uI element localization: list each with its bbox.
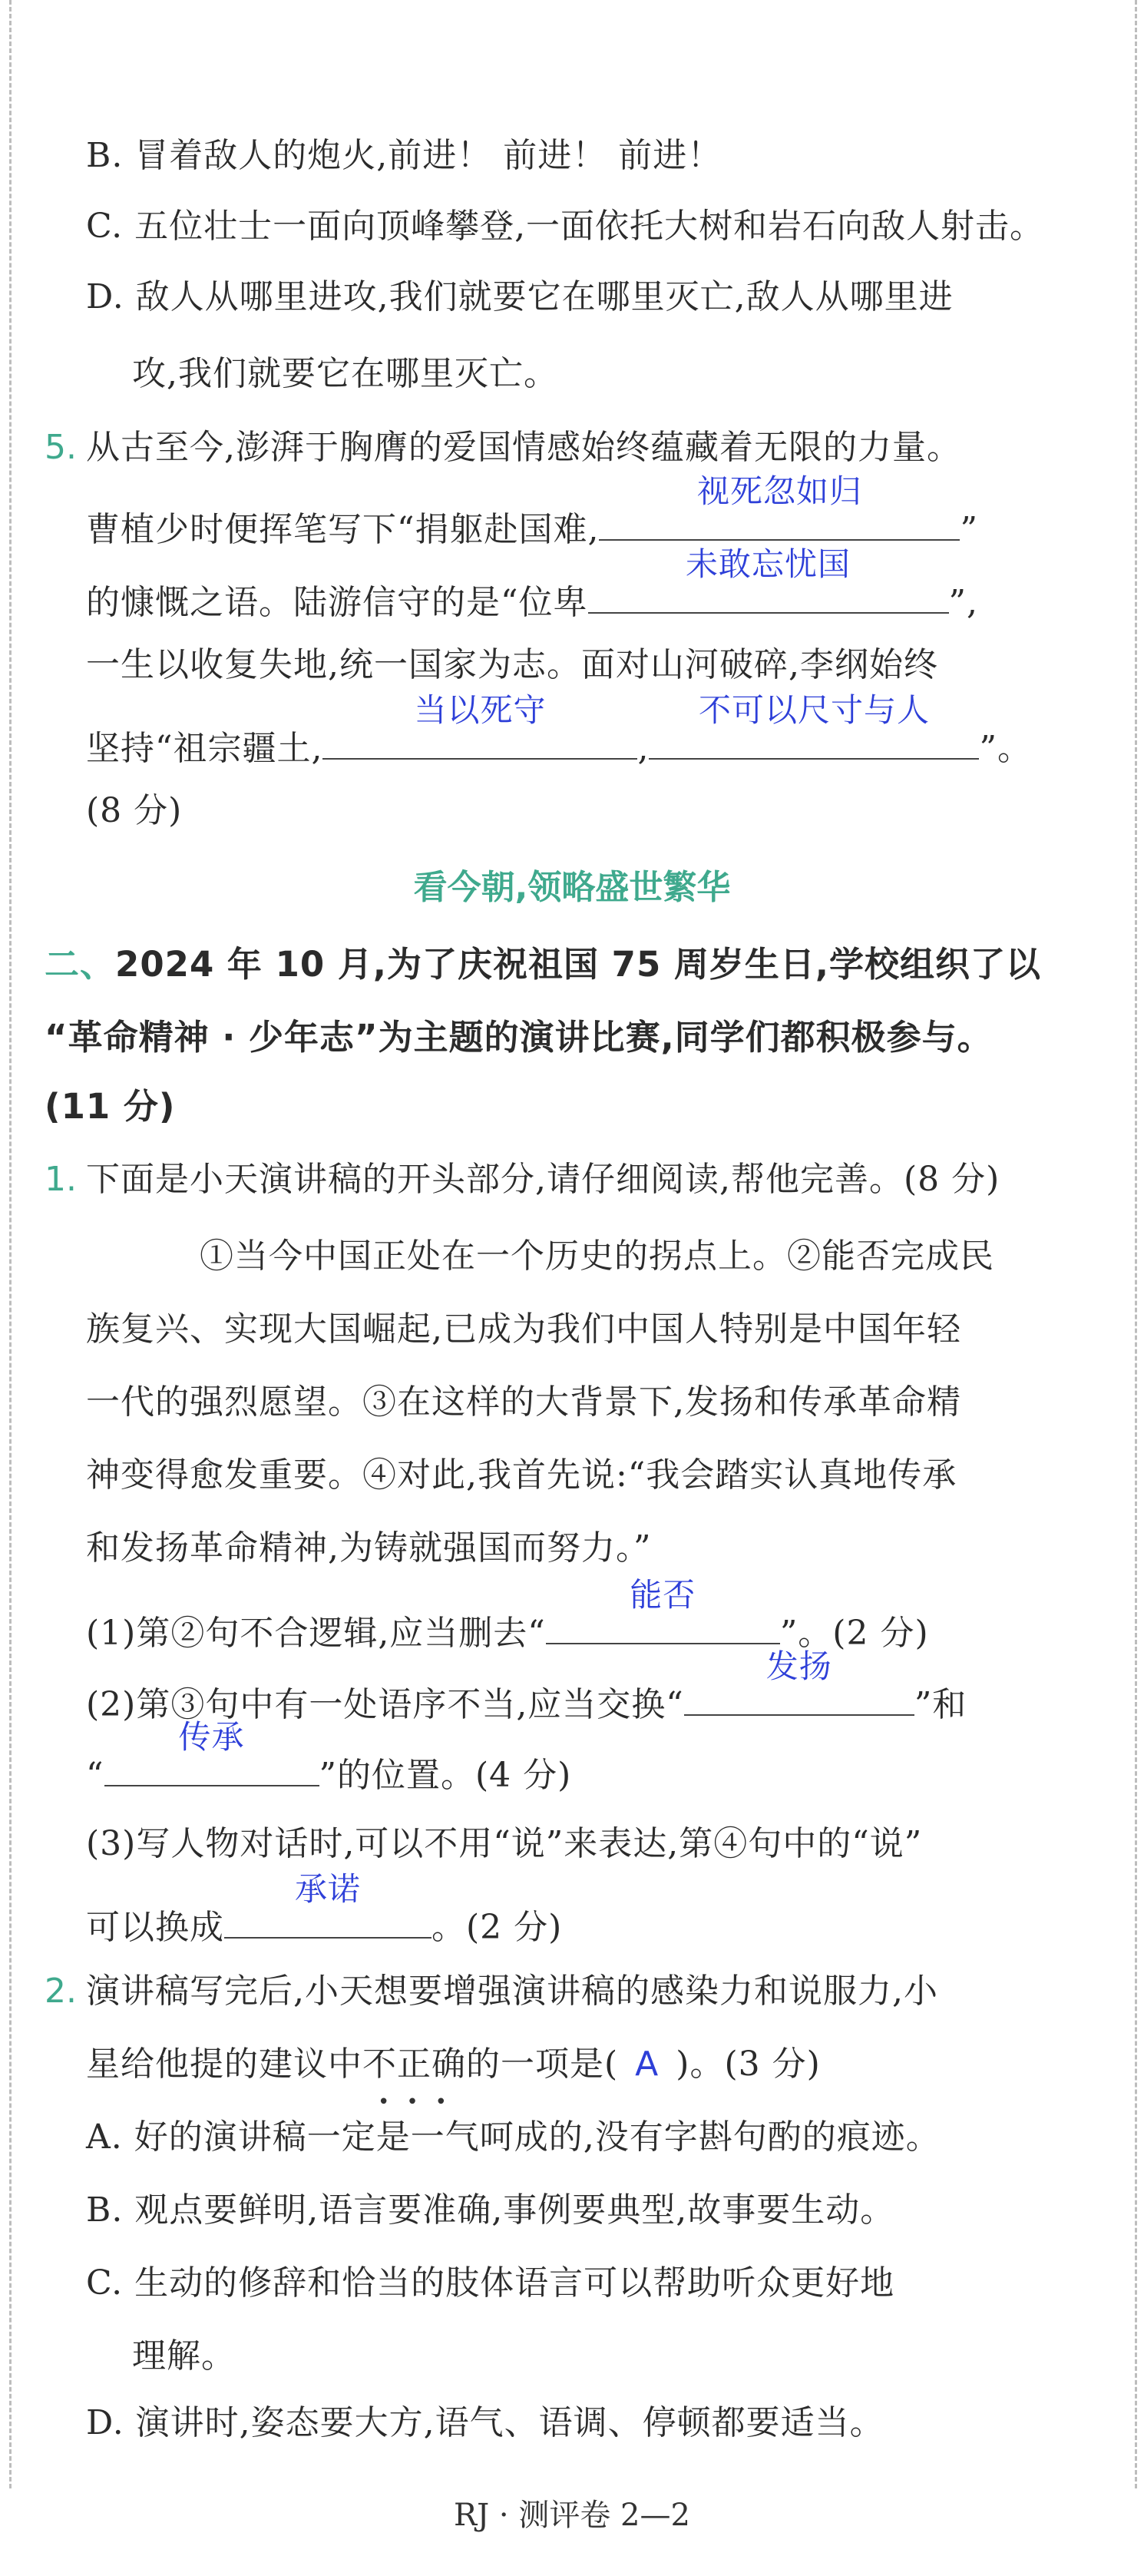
q1-sub2b-end: ”的位置。(4 分)	[319, 1756, 572, 1795]
q5-line3	[86, 545, 978, 640]
q5-blank-2	[588, 545, 949, 614]
q2-option-b: B. 观点要鲜明,语言要准确,事例要典型,故事要生动。	[86, 2190, 895, 2230]
q1-sub2-answer-1: 发扬	[765, 1647, 832, 1685]
q5-line1: 从古至今,澎湃于胸膺的爱国情感始终蕴藏着无限的力量。	[86, 428, 961, 467]
q4-option-c: C. 五位壮士一面向顶峰攀登,一面依托大树和岩石向敌人射击。	[86, 207, 1045, 246]
q1-sub2-blank-2	[104, 1718, 319, 1786]
q1-stem: 下面是小天演讲稿的开头部分,请仔细阅读,帮他完善。(8 分)	[86, 1160, 1000, 1199]
q1-sub2-blank-1	[684, 1647, 914, 1716]
q2-option-d: D. 演讲时,姿态要大方,语气、语调、停顿都要适当。	[86, 2403, 884, 2442]
q1-sub3-line2	[86, 1870, 563, 1965]
q2-option-a: A. 好的演讲稿一定是一气呵成的,没有字斟句酌的痕迹。	[86, 2117, 941, 2157]
q1-sub1-blank	[546, 1576, 780, 1644]
q2-option-c-line2: 理解。	[132, 2336, 236, 2376]
q1-passage-line2: 族复兴、实现大国崛起,已成为我们中国人特别是中国年轻	[86, 1310, 961, 1349]
q5-line4: 一生以收复失地,统一国家为志。面对山河破碎,李纲始终	[86, 645, 938, 684]
part2-label: 二、	[45, 944, 116, 985]
q5-number: 5.	[45, 428, 77, 467]
q5-blank-1	[599, 472, 960, 541]
q2-option-c-line1: C. 生动的修辞和恰当的肢体语言可以帮助听众更好地	[86, 2263, 895, 2303]
q1-sub2-end: ”和	[914, 1685, 967, 1724]
q5-score: (8 分)	[86, 791, 183, 830]
q2-answer: A	[635, 2045, 660, 2084]
q1-sub3-blank	[224, 1870, 431, 1939]
q5-blank-4	[649, 691, 979, 760]
q5-answer-3: 当以死守	[414, 691, 547, 729]
part2-line3: (11 分)	[45, 1086, 176, 1127]
part2-line2: “革命精神 · 少年志”为主题的演讲比赛,同学们都积极参与。	[45, 1017, 993, 1058]
q2-number: 2.	[45, 1972, 77, 2011]
q1-sub3-text: 可以换成	[86, 1908, 224, 1947]
part2-line1-text: 2024 年 10 月,为了庆祝祖国 75 周岁生日,学校组织了以	[115, 944, 1042, 985]
q5-line2-end: ”	[960, 510, 978, 549]
q1-sub2b-open: “	[86, 1756, 104, 1795]
q1-sub1-text: (1)第②句不合逻辑,应当删去“	[86, 1614, 546, 1653]
emphasis-dots: •••	[378, 2091, 465, 2114]
q5-answer-1: 视死忽如归	[696, 472, 862, 510]
q5-answer-4: 不可以尺寸与人	[698, 691, 930, 729]
q5-line2-text: 曹植少时便挥笔写下“捐躯赴国难,	[86, 510, 600, 549]
q5-line5-text: 坚持“祖宗疆土,	[86, 729, 323, 768]
q5-line3-text: 的慷慨之语。陆游信守的是“位卑	[86, 583, 588, 622]
q1-sub1-answer: 能否	[630, 1576, 696, 1614]
q2-line1: 演讲稿写完后,小天想要增强演讲稿的感染力和说服力,小	[86, 1972, 938, 2011]
q5-line5	[86, 691, 1032, 786]
q4-option-b: B. 冒着敌人的炮火,前进！ 前进！ 前进！	[86, 136, 722, 175]
q2-line2-text: 星给他提的建议中不正确的一项是(	[86, 2045, 619, 2084]
q5-blank-3	[322, 691, 637, 760]
q1-sub2-cont	[86, 1718, 572, 1813]
q1-number: 1.	[45, 1160, 77, 1199]
q1-sub1-end: ”。(2 分)	[779, 1614, 929, 1653]
q1-passage-line4: 神变得愈发重要。④对此,我首先说:“我会踏实认真地传承	[86, 1455, 957, 1495]
q4-option-d-line1: D. 敌人从哪里进攻,我们就要它在哪里灭亡,敌人从哪里进	[86, 277, 954, 316]
section-title: 看今朝,领略盛世繁华	[413, 868, 731, 907]
q1-sub3-end: 。(2 分)	[431, 1908, 563, 1947]
q5-line5-end: ”。	[979, 729, 1032, 768]
q2-line2-end: )。(3 分)	[676, 2045, 821, 2084]
q1-passage-line1: ①当今中国正处在一个历史的拐点上。②能否完成民	[200, 1237, 994, 1276]
q1-sub3-answer: 承诺	[294, 1870, 361, 1908]
q5-line3-end: ”,	[948, 583, 978, 622]
q4-option-d-line2: 攻,我们就要它在哪里灭亡。	[132, 354, 558, 393]
part2-line1	[45, 928, 1041, 1002]
q5-line5-comma: ,	[637, 729, 650, 768]
page-footer: RJ · 测评卷 2—2	[454, 2498, 690, 2533]
q1-sub3-line1: (3)写人物对话时,可以不用“说”来表达,第④句中的“说”	[86, 1824, 923, 1863]
q1-passage-line5: 和发扬革命精神,为铸就强国而努力。”	[86, 1528, 652, 1568]
q1-sub2-text: (2)第③句中有一处语序不当,应当交换“	[86, 1685, 684, 1724]
q5-answer-2: 未敢忘忧国	[685, 545, 851, 583]
q1-sub2-answer-2: 传承	[178, 1718, 245, 1756]
q1-passage-line3: 一代的强烈愿望。③在这样的大背景下,发扬和传承革命精	[86, 1382, 961, 1422]
